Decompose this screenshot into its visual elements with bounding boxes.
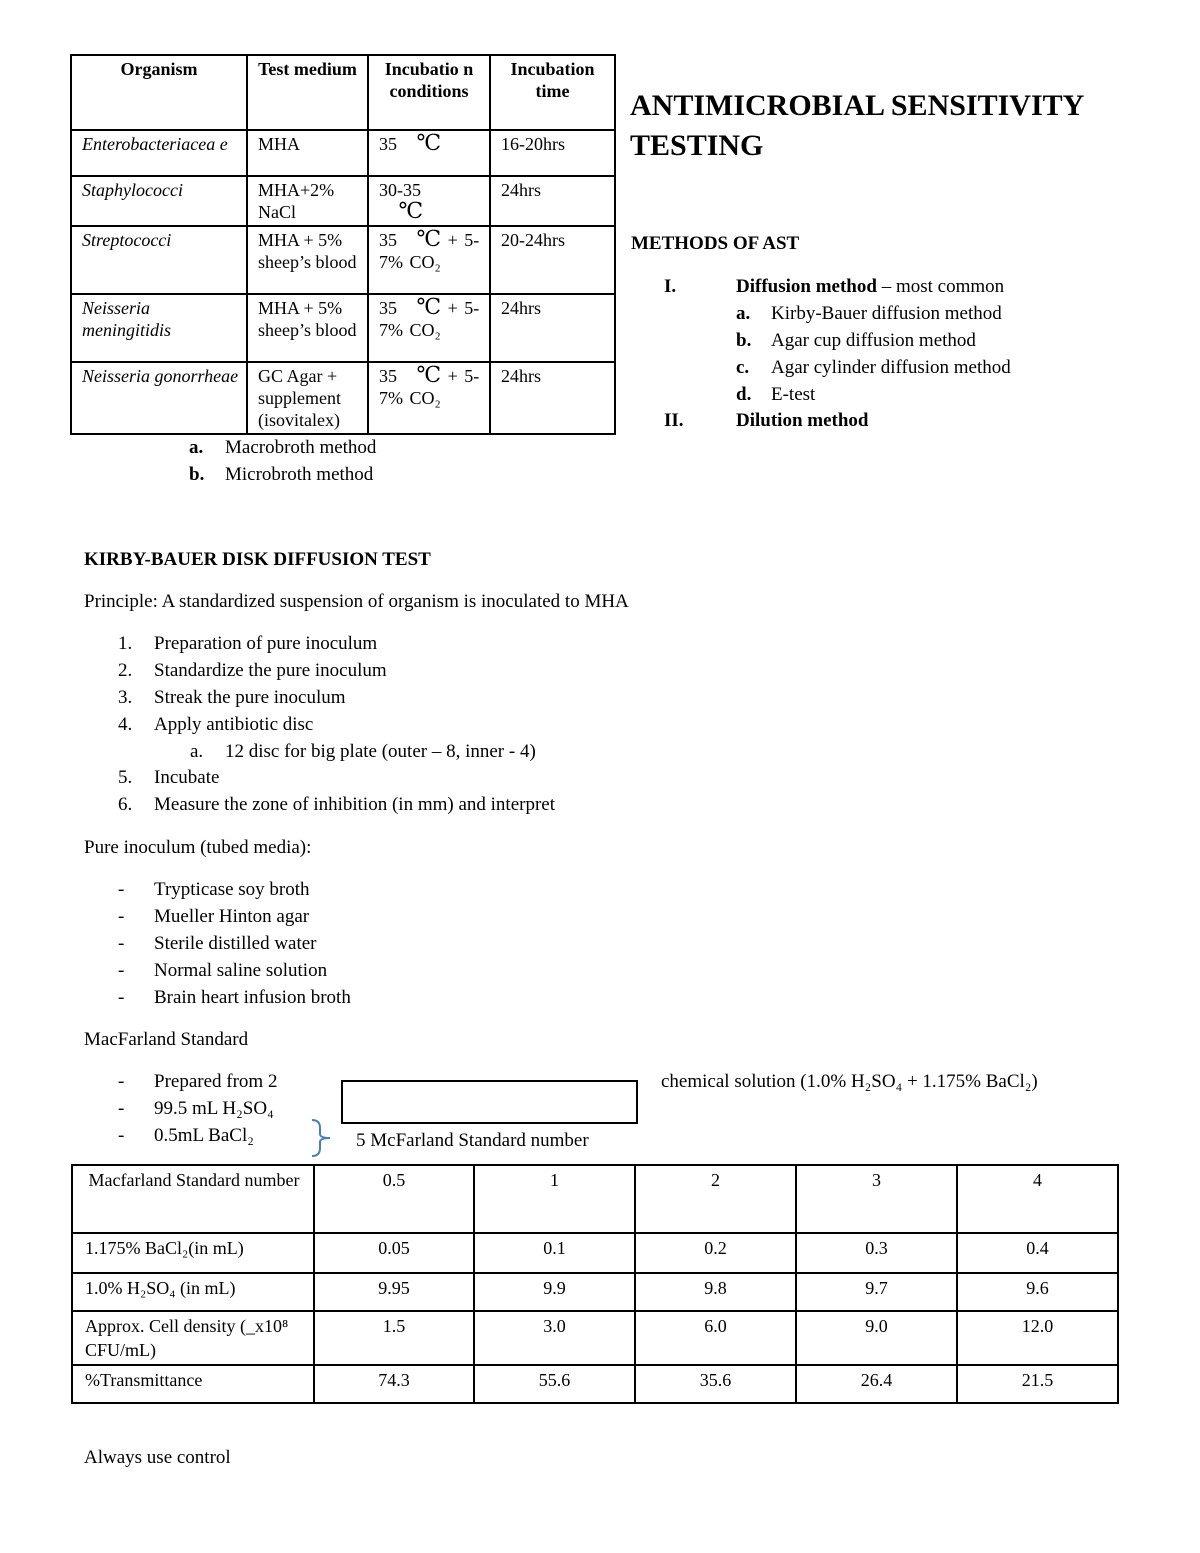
list-item: Normal saline solution [154,960,328,981]
list-item [736,330,751,353]
list-item: 0.5mL BaCl₂ [154,1125,254,1146]
list-item: Prepared from 2 [154,1071,278,1092]
list-item [736,303,750,326]
list-item-text: Agar cup diffusion method [771,330,976,351]
list-marker: 3. [118,687,133,708]
header-incubation-conditions: Incubatio n conditions [368,55,490,130]
table-cell: 1 [474,1165,635,1233]
list-item-text: Kirby-Bauer diffusion method [771,303,1002,324]
conditions-cell [368,294,490,362]
list-marker: - [118,879,125,900]
list-item-text: E-test [771,384,816,405]
medium-cell: MHA [247,130,368,176]
table-cell: 4 [957,1165,1118,1233]
list-marker: d. [736,384,752,405]
co2-note: + 5-7% CO₂ [379,298,480,340]
list-marker: c. [736,357,750,378]
table-cell: 0.2 [635,1233,796,1273]
table-cell: 9.8 [635,1273,796,1311]
temp-value: 35 [379,134,397,154]
kirby-principle: Principle: A standardized suspension of organism is inoculated to MHA [84,591,629,612]
temp-value: 30-35 [379,180,421,200]
celsius-symbol: ℃ [416,131,442,156]
methods-heading: METHODS OF AST [631,233,800,254]
list-item-text: Macrobroth method [225,437,377,458]
table-cell: 55.6 [474,1365,635,1403]
table-cell: 0.4 [957,1233,1118,1273]
list-marker: - [118,933,125,954]
table-cell: 0.5 [314,1165,474,1233]
list-marker: b. [736,330,752,351]
medium-cell: MHA + 5% sheep’s blood [247,294,368,362]
table-cell: 26.4 [796,1365,957,1403]
method-dilution-text [736,410,869,433]
list-marker: - [118,987,125,1008]
method-number: I. [664,276,677,297]
list-marker: - [118,1125,125,1146]
table-cell: 0.3 [796,1233,957,1273]
table-cell: 3.0 [474,1311,635,1365]
celsius-symbol: ℃ [398,199,424,224]
list-item: Standardize the pure inoculum [154,660,387,681]
list-item [189,437,203,460]
list-marker: a. [736,303,751,324]
list-marker: 2. [118,660,133,681]
time-cell: 24hrs [490,176,615,226]
header-test-medium: Test medium [247,55,368,130]
temp-value: 35 [379,366,397,386]
list-marker: 4. [118,714,133,735]
row-label: Macfarland Standard number [72,1165,314,1233]
list-item: 12 disc for big plate (outer – 8, inner - 4) [225,741,536,762]
list-item-text: Microbroth method [225,464,374,485]
method-diffusion [664,276,676,299]
organism-cell: Neisseria meningitidis [71,294,247,362]
list-item: Measure the zone of inhibition (in mm) and interpret [154,794,555,815]
empty-text-box [341,1080,638,1124]
list-item [189,464,204,487]
table-cell: 9.9 [474,1273,635,1311]
row-label: %Transmittance [72,1365,314,1403]
table-cell: 9.6 [957,1273,1118,1311]
medium-cell: MHA + 5% sheep’s blood [247,226,368,294]
list-marker: - [118,906,125,927]
table-row [72,1233,1118,1273]
list-item: Trypticase soy broth [154,879,310,900]
time-cell: 24hrs [490,362,615,434]
table-cell: 3 [796,1165,957,1233]
table-row [71,226,615,294]
table-row [72,1165,1118,1233]
pure-inoculum-heading: Pure inoculum (tubed media): [84,837,312,858]
macfarland-heading: MacFarland Standard [84,1029,249,1050]
list-item: Incubate [154,767,220,788]
row-label: 1.0% H₂SO₄ (in mL) [72,1273,314,1311]
celsius-symbol: ℃ [416,295,442,320]
list-marker: 5. [118,767,133,788]
table-cell: 9.7 [796,1273,957,1311]
table-cell: 1.5 [314,1311,474,1365]
table-cell: 9.95 [314,1273,474,1311]
brace-note: 5 McFarland Standard number [356,1130,589,1151]
table-row [71,294,615,362]
conditions-cell [368,130,490,176]
list-item [736,384,751,407]
co2-note: + 5-7% CO₂ [379,366,480,408]
list-marker: a. [190,741,204,762]
page-title: ANTIMICROBIAL SENSITIVITY TESTING [630,89,1084,162]
time-cell: 16-20hrs [490,130,615,176]
table-row [72,1311,1118,1365]
method-label: Diffusion method [736,276,877,297]
time-cell: 24hrs [490,294,615,362]
organism-cell: Streptococci [71,226,247,294]
medium-cell: MHA+2% NaCl [247,176,368,226]
conditions-cell [368,362,490,434]
time-cell: 20-24hrs [490,226,615,294]
table-cell: 12.0 [957,1311,1118,1365]
table-row [71,130,615,176]
conditions-cell [368,226,490,294]
list-item [736,357,749,380]
table-header-row [71,55,615,130]
list-item: Brain heart infusion broth [154,987,351,1008]
row-label: Approx. Cell density (_x10⁸ CFU/mL) [72,1311,314,1365]
method-diffusion-text [736,276,1004,299]
list-item-continuation: chemical solution (1.0% H₂SO₄ + 1.175% BaCl₂) [661,1071,1038,1092]
organism-cell: Staphylococci [71,176,247,226]
celsius-symbol: ℃ [416,227,442,252]
table-cell: 0.05 [314,1233,474,1273]
kirby-heading: KIRBY-BAUER DISK DIFFUSION TEST [84,549,431,570]
table-row [72,1365,1118,1403]
organism-cell: Neisseria gonorrheae [71,362,247,434]
list-marker: a. [189,437,204,458]
table-row [72,1273,1118,1311]
row-label: 1.175% BaCl₂(in mL) [72,1233,314,1273]
table-cell: 35.6 [635,1365,796,1403]
temp-value: 35 [379,230,397,250]
table-row [71,176,615,226]
table-cell: 21.5 [957,1365,1118,1403]
table-cell: 6.0 [635,1311,796,1365]
table-cell: 0.1 [474,1233,635,1273]
method-label: Dilution method [736,410,869,431]
list-item: Mueller Hinton agar [154,906,310,927]
table-cell: 2 [635,1165,796,1233]
incubation-table [70,54,616,435]
list-item: Apply antibiotic disc [154,714,314,735]
temp-value: 35 [379,298,397,318]
list-marker: 1. [118,633,133,654]
list-item: Sterile distilled water [154,933,317,954]
organism-cell: Enterobacteriacea e [71,130,247,176]
header-incubation-time: Incubation time [490,55,615,130]
co2-note: + 5-7% CO₂ [379,230,480,272]
list-item: Streak the pure inoculum [154,687,346,708]
list-item: 99.5 mL H₂SO₄ [154,1098,274,1119]
list-marker: b. [189,464,205,485]
list-item-text: Agar cylinder diffusion method [771,357,1011,378]
table-cell: 9.0 [796,1311,957,1365]
table-row [71,362,615,434]
method-note: – most common [876,276,1005,297]
table-cell: 74.3 [314,1365,474,1403]
conditions-cell [368,176,490,226]
medium-cell: GC Agar + supplement (isovitalex) [247,362,368,434]
method-dilution [664,410,684,433]
method-number: II. [664,410,684,431]
mcfarland-table [71,1164,1119,1404]
list-marker: - [118,1071,125,1092]
brace-icon [308,1118,342,1158]
footer-note: Always use control [84,1447,231,1468]
list-marker: - [118,1098,125,1119]
celsius-symbol: ℃ [416,363,442,388]
list-marker: 6. [118,794,133,815]
list-marker: - [118,960,125,981]
header-organism: Organism [71,55,247,130]
list-item: Preparation of pure inoculum [154,633,378,654]
